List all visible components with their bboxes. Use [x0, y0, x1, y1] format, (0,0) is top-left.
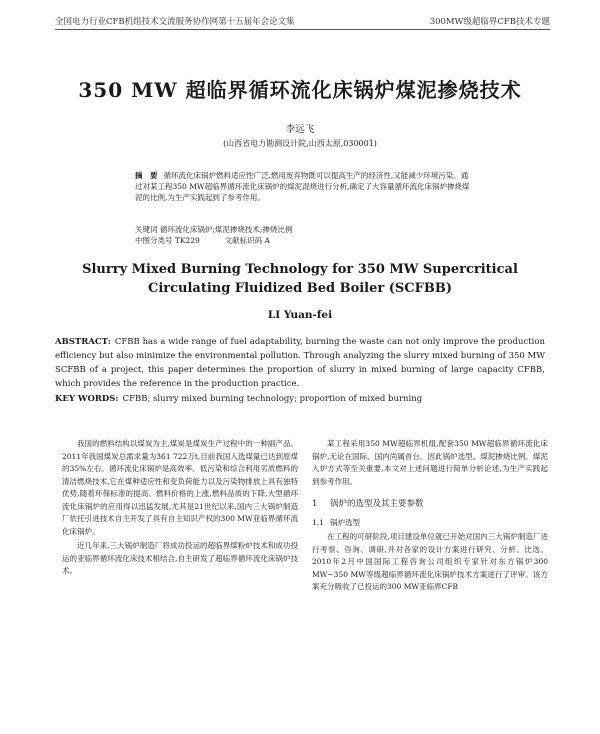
paragraph: 近几年来,三大锅炉制造厂将成功投运的超临界煤粉炉技术和成功投运的亚临界循环流化床技术相结合,自主研发了超临界循环流化床锅炉技术。 [62, 541, 298, 575]
title-en-line2: Circulating Fluidized Bed Boiler (SCFBB) [147, 281, 453, 296]
subsection-number: 1.1 [312, 517, 324, 527]
abstract-cn-text: 循环流化床锅炉燃料适应性广泛,燃用废弃物既可以提高生产的经济性,又能减少环境污染。通过对某工程350 MW超临界循环流化床锅炉的煤泥混烧进行分析,确定了大容量循环流化床锅炉掺烧煤泥的比例,为生产实践起到了参考作用。 [135, 171, 470, 202]
abstract-cn-label: 摘 要 [135, 171, 158, 180]
section-heading [312, 498, 548, 511]
affiliation-cn: (山西省电力勘测设计院,山西太原,030001) [223, 139, 377, 148]
author-en: LI Yuan-fei [267, 309, 333, 321]
abstract-en-text: CFBB has a wide range of fuel adaptability, burning the waste can not only improve the production efficiency but also minimize the environmental pollution. Through analyzing the slurry mixed burning of 350 MW SCFBB of a project, this paper determines the proportion of slurry in mixed burning of large capacity CFBB, which provides the reference in the production practice. [55, 337, 545, 389]
clc-label: 中图分类号 [135, 236, 173, 245]
abstract-cn [135, 170, 470, 203]
keywords-en-label: KEY WORDS: [55, 394, 119, 404]
doc-code-value: A [264, 236, 270, 245]
title-en-line1: Slurry Mixed Burning Technology for 350 MW Supercritical [82, 262, 518, 277]
paper-title-en [0, 260, 600, 298]
header-right: 300MW级超临界CFB技术专题 [429, 17, 550, 27]
keywords-cn-text: 循环流化床锅炉;煤泥掺烧技术;掺烧比例 [159, 225, 293, 234]
body-column-left [62, 438, 298, 580]
paragraph: 我国的燃料结构以煤炭为主,煤炭是煤炭生产过程中的一种副产品。2011年我国煤炭总需求量为361 722万t,目前我国入选煤量已达到原煤的35%左右。循环流化床锅炉是高效率、低污染和综合利用劣质燃料的清洁燃烧技术,它在煤种适应性和变负荷能力以及污染物排放上具有独特优势,随着环保标准的提高、燃料价格的上涨,燃料品质的下降,大型循环流化床锅炉的应用得以迅猛发展,尤其是21世纪以来,国内三大锅炉制造厂依托引进技术自主开发了具有自主知识产权的300 MW亚临界循环流化床锅炉。 [62, 439, 298, 536]
body-column-right [312, 438, 548, 596]
paragraph: 在工程的可研阶段,项目建设单位就已开始对国内三大锅炉制造厂进行考察、咨询、调研,并对各家的设计方案进行研究、分析、比选。2010年2月中国国际工程咨询公司组织专家针对东方锅炉300 MW~350 MW等级超临界循环流化床锅炉技术方案进行了评审。该方案充分吸收了已投运的300 MW亚临界CFB [312, 532, 548, 591]
keywords-cn-label: 关键词 [135, 225, 158, 234]
subsection-title: 锅炉选型 [330, 517, 360, 527]
classification-line [135, 235, 470, 246]
header-left: 全国电力行业CFB机组技术交流服务协作网第十五届年会论文集 [55, 17, 295, 27]
abstract-en-label: ABSTRACT: [55, 337, 111, 347]
meta-cn [135, 224, 470, 246]
author-cn: 李远飞 [285, 124, 315, 135]
abstract-en [55, 335, 545, 391]
section-title: 锅炉的选型及其主要参数 [330, 499, 424, 509]
running-header [55, 11, 550, 30]
paper-title-cn: 350 MW 超临界循环流化床锅炉煤泥掺烧技术 [78, 78, 522, 102]
clc-value: TK229 [174, 236, 200, 245]
section-number: 1 [312, 499, 318, 509]
subsection-heading [312, 517, 548, 530]
keywords-cn [135, 224, 470, 235]
keywords-en [55, 394, 545, 404]
keywords-en-text: CFBB; slurry mixed burning technology; proportion of mixed burning [122, 394, 423, 404]
doc-code-label: 文献标识码 [224, 236, 263, 245]
paragraph: 某工程采用350 MW超临界机组,配套350 MW超临界循环流化床锅炉,无论在国际、国内尚属首台。因此锅炉选型、煤泥掺烧比例、煤泥入炉方式等至关重要,本文对上述问题进行简单分析论述,为生产实践起到参考作用。 [312, 439, 548, 486]
